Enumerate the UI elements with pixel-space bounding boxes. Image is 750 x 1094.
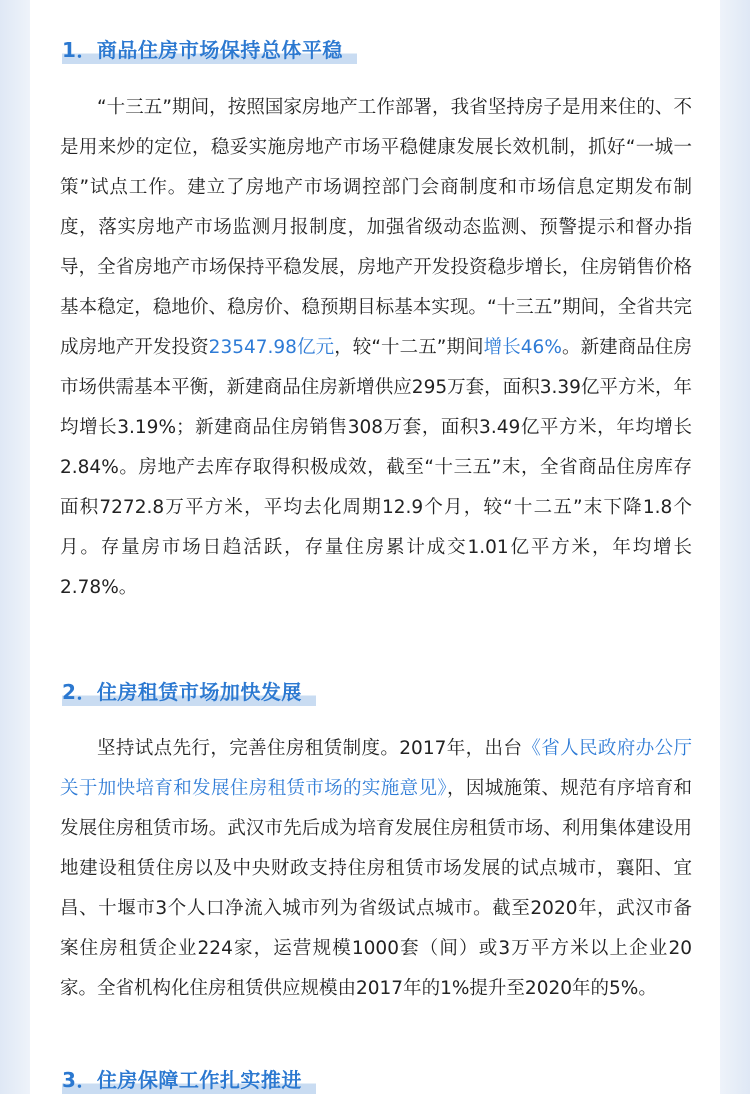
- paragraph-text: “十三五”期间，按照国家房地产工作部署，我省坚持房子是用来住的、不是用来炒的定位，稳妥实施房地产市场平稳健康发展长效机制，抓好“一城一策”试点工作。建立了房地产市场调控部门会商制度和市场信息定期发布制度，落实房地产市场监测月报制度，加强省级动态监测、预警提示和督办指导，全省房地产市场保持平稳发展，房地产开发投资稳步增长，住房销售价格基本稳定，稳地价、稳房价、稳预期目标基本实现。“十三五”期间，全省共完成房地产开发投资: [60, 97, 692, 358]
- policy-document-link[interactable]: 《省人民政府办公厅关于加快培育和发展住房租赁市场的实施意见》: [60, 738, 692, 799]
- highlight-growth-rate: 增长46%: [483, 337, 562, 358]
- paragraph-text: ，较“十二五”期间: [334, 337, 484, 358]
- section-heading-1: 1．商品住房市场保持总体平稳: [62, 36, 357, 64]
- paragraph-text: ，因城施策、规范有序培育和发展住房租赁市场。武汉市先后成为培育发展住房租赁市场、利用集体建设用地建设租赁住房以及中央财政支持住房租赁市场发展的试点城市，襄阳、宜昌、十堰市3个人口净流入城市列为省级试点城市。截至2020年，武汉市备案住房租赁企业224家，运营规模1000套（间）或3万平方米以上企业20家。全省机构化住房租赁供应规模由2017年的1%提升至2020年的5%。: [60, 778, 692, 999]
- paragraph-text: 。新建商品住房市场供需基本平衡，新建商品住房新增供应295万套，面积3.39亿平方米，年均增长3.19%；新建商品住房销售308万套，面积3.49亿平方米，年均增长2.84%。房地产去库存取得积极成效，截至“十三五”末，全省商品住房库存面积7272.8万平方米，平均去化周期12.9个月，较“十二五”末下降1.8个月。存量房市场日趋活跃，存量住房累计成交1.01亿平方米，年均增长2.78%。: [60, 337, 692, 598]
- section-heading-3: 3．住房保障工作扎实推进: [62, 1066, 316, 1094]
- section-heading-2: 2．住房租赁市场加快发展: [62, 678, 316, 706]
- paragraph-text: 坚持试点先行，完善住房租赁制度。2017年，出台: [97, 738, 523, 759]
- section-1-paragraph: [60, 88, 692, 608]
- highlight-investment-total: 23547.98亿元: [208, 337, 335, 358]
- section-2-paragraph: [60, 729, 692, 1009]
